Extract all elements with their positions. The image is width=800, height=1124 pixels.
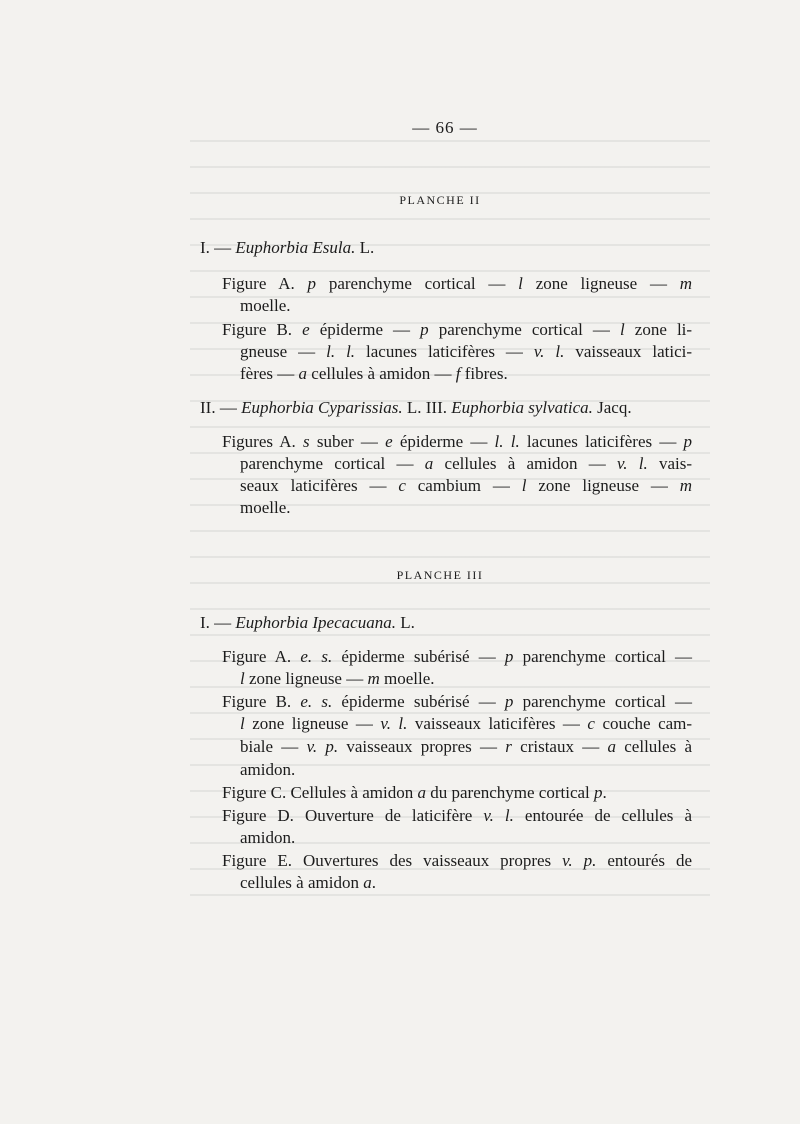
figures-a-line: Figures A. s suber — e épiderme — l. l. lacunes laticifères — p [222,432,693,451]
figure-b-line: amidon. [240,760,296,779]
figure-b-line: gneuse — l. l. lacunes laticifères — v. l. vaisseaux latici- [240,342,693,361]
page-number: — 66 — [412,118,478,137]
plate-title: PLANCHE III [396,568,484,582]
figures-a-line: parenchyme cortical — a cellules à amidon — v. l. vais- [240,454,693,473]
figure-b-line: fères — a cellules à amidon — f fibres. [240,364,508,383]
figure-b-line: l zone ligneuse — v. l. vaisseaux laticifères — c couche cam- [240,714,693,733]
section-heading: I. — Euphorbia Esula. L. [200,238,375,257]
figure-a-line: Figure A. p parenchyme cortical — l zone ligneuse — m [222,274,693,293]
figure-d-line: Figure D. Ouverture de laticifère v. l. entourée de cellules à [222,806,692,825]
figure-d-line: amidon. [240,828,296,847]
figure-c-line: Figure C. Cellules à amidon a du parenchyme cortical p. [222,783,607,802]
figures-a-line: seaux laticifères — c cambium — l zone ligneuse — m [240,476,693,495]
section-heading: II. — Euphorbia Cyparissias. L. III. Euphorbia sylvatica. Jacq. [200,398,632,417]
section-heading: I. — Euphorbia Ipecacuana. L. [200,613,415,632]
plate-title: PLANCHE II [399,193,481,207]
figure-a-line: moelle. [240,296,291,315]
figure-b-line: Figure B. e. s. épiderme subérisé — p parenchyme cortical — [222,692,693,711]
figure-e-line: Figure E. Ouvertures des vaisseaux propres v. p. entourés de [222,851,693,870]
figure-b-line: biale — v. p. vaisseaux propres — r cristaux — a cellules à [240,737,692,756]
figure-a-line: l zone ligneuse — m moelle. [240,669,435,688]
figure-b-line: Figure B. e épiderme — p parenchyme cortical — l zone li- [222,320,693,339]
figure-e-line: cellules à amidon a. [240,873,376,892]
figure-a-line: Figure A. e. s. épiderme subérisé — p parenchyme cortical — [222,647,693,666]
figures-a-line: moelle. [240,498,291,517]
